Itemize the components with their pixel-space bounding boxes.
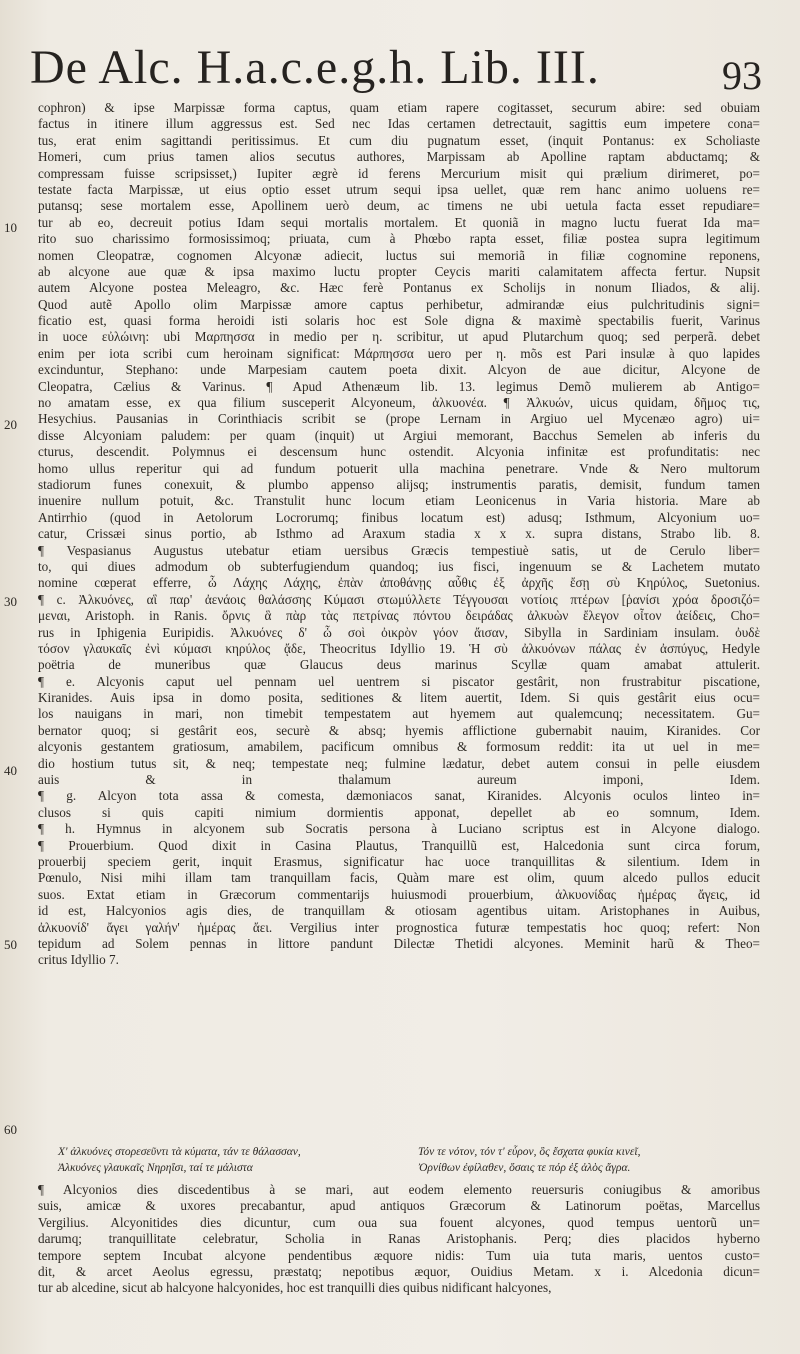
text-line: id est, Halcyonios agis dies, de tranquillam & otiosam agentibus uitam. Aristophanes in Auibus, xyxy=(38,903,760,919)
text-line: factus in itinere illum aggressus est. Sed nec Idas certamen detrectauit, sagittis eum impetere cona= xyxy=(38,116,760,132)
text-line: Quod autẽ Apollo olim Marpissæ amore captus perhibetur, admirandæ eius pulchritudinis signi= xyxy=(38,296,760,312)
text-line: Kiranides. Auis ipsa in domo posita, seditiones & litem auertit, Idem. Si quis gestârit eius ocu= xyxy=(38,690,760,706)
text-line: nomine cœperat efferre, ὦ Λάχης Λάχης, ἐπὰν ἀποθάνῃς αὖθις ἐξ ἀρχῆς ἔσῃ σὺ Κηρύλος, Suetonius. xyxy=(38,575,760,591)
page-number: 93 xyxy=(722,53,762,98)
text-line: bernator quoq; si gestârit eos, securè & absq; hyemis afflictione gubernabit nauim, Kiranides. Cor xyxy=(38,722,760,738)
text-line: alcyonis gestantem gratiosum, amabilem, pacificum omnibus & formosum reddit: ita ut uel in me= xyxy=(38,739,760,755)
text-line: Homeri, cum prius tamen alios secutus authores, Marpissam ab Apolline raptam abductamq; & xyxy=(38,149,760,165)
text-line: in uoce εὐλώινη: ubi Μαρπησσα in medio per η. scribitur, ut apud Plutarchum quoq; sed perperã. debet xyxy=(38,329,760,345)
text-line: critus Idyllio 7. xyxy=(38,952,119,968)
text-line: inuenire nullum potuit, &c. Transtulit hunc locum etiam Leonicenus in Varia historia. Mare ab xyxy=(38,493,760,509)
verse-line: Τόν τε νότον, τόν τ' εὖρον, ὃς ἔσχατα φυκία κινεῖ, xyxy=(418,1146,641,1158)
text-line: τόσον γλαυκαῖς ἐνὶ κύμασι κηρύλος ᾄδε, Theocritus Idyllio 19. Ἡ σὺ ἀλκυόνων πάλας ἐν ἀσπύγυς, Hedyle xyxy=(38,640,760,656)
text-line: dit, & arcet Aeolus egressu, præstatq; nepotibus æquor, Ouidius Metam. x i. Alcedonia dicun= xyxy=(38,1263,760,1279)
text-line: excinduntur, Stephano: unde Marpesiam cautem poeta dixit. Alcyon de aue dicitur, Alcyone de xyxy=(38,362,760,378)
text-line: to, qui diues admodum ob subterfugiendum quandoq; ius fisci, ingenuum se & Lachetem mutato xyxy=(38,558,760,574)
text-line: suos. Extat etiam in Græcorum commentarijs huiusmodi prouerbium, ἀλκυονίδας ἡμέρας ἄγεις, id xyxy=(38,886,760,902)
verse-column-right xyxy=(418,1144,768,1176)
text-line: Hesychius. Pausanias in Corinthiacis scribit se (prope Lernam in Argiuo uel Mycenæo agro) ui= xyxy=(38,411,760,427)
text-line: poëtria de muneribus quæ Glaucus deus marinus Scyllæ quam amabat attulerit. xyxy=(38,657,760,673)
text-line: ¶ c. Ἀλκυόνες, αἳ παρ' ἀενάοις θαλάσσης Κύμασι στωμύλλετε Τέγγουσαι νοτίοις πτέρων [ῥανίσι χρόα δροσιζό= xyxy=(38,591,760,607)
text-line: ab alcyone aue quæ & ipsa maximo luctu propter Ceycis mariti calamitatem affecta fertur. Nupsit xyxy=(38,263,760,279)
line-number: 60 xyxy=(4,1122,17,1137)
text-line: ¶ h. Hymnus in alcyonem sub Socratis persona à Luciano scriptus est in Alcyone dialogo. xyxy=(38,821,760,837)
text-line: disse Alcyoniam paludem: per quam (inquit) ut Argiui memorant, Bacchus Semelen ab inferis du xyxy=(38,427,760,443)
text-line: stadiorum funes conexuit, & plumbo appenso alijsq; instrumentis paratis, demisit, fundum tamen xyxy=(38,476,760,492)
line-number: 50 xyxy=(4,937,17,952)
line-number: 40 xyxy=(4,763,17,778)
line-number: 30 xyxy=(4,594,17,609)
text-line: rito suo charissimo formosissimoq; priuata, cum à Phœbo rapta esset, filiæ postea supra legitimum xyxy=(38,231,760,247)
text-line: ¶ g. Alcyon tota assa & comesta, dæmoniacos sanat, Kiranides. Alcyonis oculos linteo in= xyxy=(38,788,760,804)
text-line: Antirrhio (quod in Aetolorum Locrorumq; finibus locatum est) adusq; Isthmum, Alcyonium uo= xyxy=(38,509,760,525)
text-line: compressam fuisse scripsisset,) Iupiter ægrè id ferens Mercurium misit qui prælium dirimeret, po= xyxy=(38,165,760,181)
verse-line: Ἀλκυόνες γλαυκαῖς Νηρηΐσι, ταί τε μάλιστα xyxy=(58,1162,253,1174)
verse-line: Χ' ἀλκυόνες στορεσεῦντι τὰ κύματα, τάν τε θάλασσαν, xyxy=(58,1146,301,1158)
text-line: clusos si quis capiti nimium dormientis apponat, depellet ab eo somnum, Idem. xyxy=(38,804,760,820)
text-line: autem Alcyone postea Meleagro, &c. Hæc ferè Pontanus ex Scholijs in nonum Iliados, & alij. xyxy=(38,280,760,296)
text-line: homo ullus reperitur qui ad fundum potuerit ulla machina penetrare. Vnde & Nero multorum xyxy=(38,460,760,476)
running-header xyxy=(30,36,770,100)
text-line: dio hostium tutus sit, & neq; tempestate neq; fulmine lædatur, debet autem consui in pelle eiusdem xyxy=(38,755,760,771)
text-line: Cleopatra, Cælius & Varinus. ¶ Apud Athenæum lib. 13. legimus Demõ mulierem ab Antigo= xyxy=(38,378,760,394)
text-line: enim per iota scribi cum heroinam significat: Μάρπησσα uero per η. mõs est Pari insulæ à quo lapides xyxy=(38,345,760,361)
line-number: 20 xyxy=(4,417,17,432)
text-line: tempore septem Incubat alcyone pendentibus æquore nidis: Tum uia tuta maris, uentos custo= xyxy=(38,1247,760,1263)
closing-text-block xyxy=(38,1182,760,1297)
text-line: nomen Cleopatræ, cognomen Alcyonæ adiecit, luctus sui memoriã in filiæ cognomine reponens, xyxy=(38,247,760,263)
text-line: catur, Crissæi sinus portio, ab Isthmo ad Araxum stadia x x x. supra distans, Strabo lib. 8. xyxy=(38,526,760,542)
text-line: no amatam esse, ex qua filium susceperit Alcyoneum, ἀλκυονέα. ¶ Ἀλκυών, uicus quidam, δῆμος τις, xyxy=(38,395,760,411)
text-line: ¶ e. Alcyonis caput uel pennam uel uentrem si piscator gestârit, non frustrabitur piscatione, xyxy=(38,673,760,689)
text-line: μεναι, Aristoph. in Ranis. ὄρνις ἃ πὰρ τὰς πετρίνας πόντου δειράδας ἀλκυὼν ἔλεγον οἶτον ἀείδεις, Cho= xyxy=(38,608,760,624)
text-line: Pœnulo, Nisi mihi illam tam tranquillam facis, Quàm mare est olim, quum alcedo pullos educit xyxy=(38,870,760,886)
text-line: ¶ Alcyonios dies discedentibus à se mari, aut eodem elemento reuersuris coniugibus & amoribus xyxy=(38,1182,760,1197)
verse-line: Ὀρνίθων ἐφίλαθεν, ὅσαις τε πόρ ἐξ ἁλὸς ἄγρα. xyxy=(418,1162,631,1174)
text-line: ¶ Prouerbium. Quod dixit in Casina Plautus, Tranquillũ est, Halcedonia sunt circa forum, xyxy=(38,837,760,853)
quoted-verses xyxy=(38,1144,760,1178)
text-line: auis & in thalamum aureum imponi, Idem. xyxy=(38,772,760,788)
text-line: cturus, descendit. Polymnus ei descensum hunc ostendit. Alcyonia infinitæ est profunditatis: nec xyxy=(38,444,760,460)
text-line: darumq; tranquillitate celebratur, Scholia in Ranas Aristophanis. Perq; dies placidos hyberno xyxy=(38,1231,760,1247)
text-line: Vergilius. Alcyonitides dies dicuntur, cum oua sua fouent alcyones, quod tempus uentorũ un= xyxy=(38,1214,760,1230)
line-number: 10 xyxy=(4,220,17,235)
text-line: putansq; sese mortalem esse, Apollinem uerò deum, ac timens ne ubi uetula facta esset repudiare= xyxy=(38,198,760,214)
text-line: tus, erat enim sagittandi peritissimus. Et cum diu pugnatum esset, (inquit Pontanus: ex Scholiaste xyxy=(38,132,760,148)
text-line: suis, amicæ & uxores precabantur, apud antiquos Græcorum & Latinorum poëtas, Marcellus xyxy=(38,1198,760,1214)
text-line: tepidum ad Solem pennas in littore pandunt Dilectæ Thetidi alcyones. Meminit harũ & Theo= xyxy=(38,935,760,951)
text-line: tur ab eo, decreuit potius Idam sequi mortalis mortalem. Et quoniã in magno luctu fuerat Ida ma= xyxy=(38,214,760,230)
verse-column-left xyxy=(58,1144,408,1176)
text-line: ficatio est, quasi forma heroidi isti solaris hoc est Sole digna & maximè spectabilis fuerit, Varinus xyxy=(38,313,760,329)
text-line: ¶ Vespasianus Augustus utebatur etiam uersibus Græcis tempestiuè satis, ut de Cerulo liber= xyxy=(38,542,760,558)
text-line: rus in Iphigenia Euripidis. Ἀλκυόνες δ' ὦ σοὶ ὀικρὸν γόον ἄισαν, Sibylla in Sardiniam insulam. ὀυδὲ xyxy=(38,624,760,640)
running-title: De Alc. H.a.c.e.g.h. Lib. III. xyxy=(30,41,600,94)
text-line: prouerbij speciem gerit, inquit Erasmus, significatur hac uoce tranquillitas & silentium. Idem in xyxy=(38,853,760,869)
text-line: los nauigans in mari, non timebit tempestatem aut hyemem aut qualemcunq; necessitatem. Gu= xyxy=(38,706,760,722)
main-text-block xyxy=(38,100,760,969)
text-line: tur ab alcedine, sicut ab halcyone halcyonides, hoc est tranquilli dies quibus nidificant halcyones, xyxy=(38,1280,552,1296)
text-line: ἀλκυονίδ' ἄγει γαλήν' ἡμέρας ἄει. Vergilius inter prognostica futuræ tempestatis hoc quoq; refert: Non xyxy=(38,919,760,935)
text-line: cophron) & ipse Marpissæ forma captus, quam etiam rapere cogitasset, securum abire: sed obuiam xyxy=(38,100,760,115)
text-line: testate facta Marpissæ, ut eius optio esset utrum sequi ipsa uellet, quæ rem hanc animo uoluens re= xyxy=(38,181,760,197)
